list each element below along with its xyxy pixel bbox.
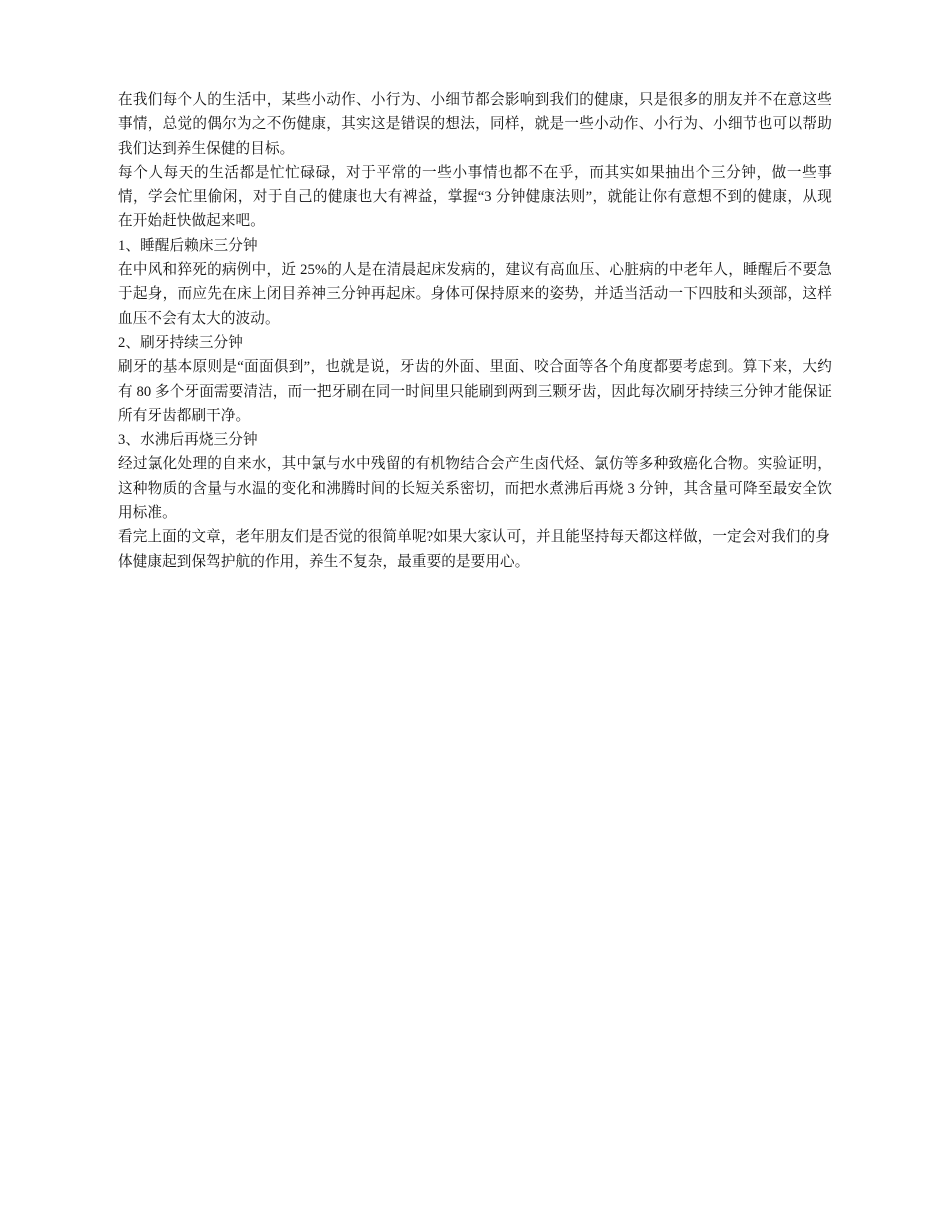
paragraph-closing: 看完上面的文章，老年朋友们是否觉的很简单呢?如果大家认可，并且能坚持每天都这样做，一定会对我们的身体健康起到保驾护航的作用，养生不复杂，最重要的是要用心。: [118, 529, 830, 570]
heading-brush-teeth: 2、刷牙持续三分钟: [118, 334, 243, 351]
paragraph-sleep-in: 在中风和猝死的病例中，近 25%的人是在清晨起床发病的，建议有高血压、心脏病的中老年人，睡醒后不要急于起身，而应先在床上闭目养神三分钟再起床。身体可保持原来的姿势，并适当活动一下四肢和头颈部，这样血压不会有太大的波动。: [118, 262, 832, 327]
document-body: [118, 88, 832, 574]
paragraph-intro-1: 在我们每个人的生活中，某些小动作、小行为、小细节都会影响到我们的健康，只是很多的朋友并不在意这些事情，总觉的偶尔为之不伤健康，其实这是错误的想法，同样，就是一些小动作、小行为、小细节也可以帮助我们达到养生保健的目标。: [118, 92, 832, 157]
paragraph-intro-2: 每个人每天的生活都是忙忙碌碌，对于平常的一些小事情也都不在乎，而其实如果抽出个三分钟，做一些事情，学会忙里偷闲，对于自己的健康也大有裨益，掌握“3 分钟健康法则”，就能让你有意想不到的健康，从现在开始赶快做起来吧。: [118, 164, 832, 230]
heading-boil-water: 3、水沸后再烧三分钟: [118, 432, 258, 449]
paragraph-brush-teeth: 刷牙的基本原则是“面面俱到”，也就是说，牙齿的外面、里面、咬合面等各个角度都要考虑到。算下来，大约有 80 多个牙面需要清洁，而一把牙刷在同一时间里只能刷到两到三颗牙齿，因此每次刷牙持续三分钟才能保证所有牙齿都刷干净。: [118, 359, 832, 424]
heading-sleep-in: 1、睡醒后赖床三分钟: [118, 237, 258, 254]
paragraph-boil-water: 经过氯化处理的自来水，其中氯与水中残留的有机物结合会产生卤代烃、氯仿等多种致癌化合物。实验证明，这种物质的含量与水温的变化和沸腾时间的长短关系密切，而把水煮沸后再烧 3 分钟，其含量可降至最安全饮用标准。: [118, 456, 832, 522]
